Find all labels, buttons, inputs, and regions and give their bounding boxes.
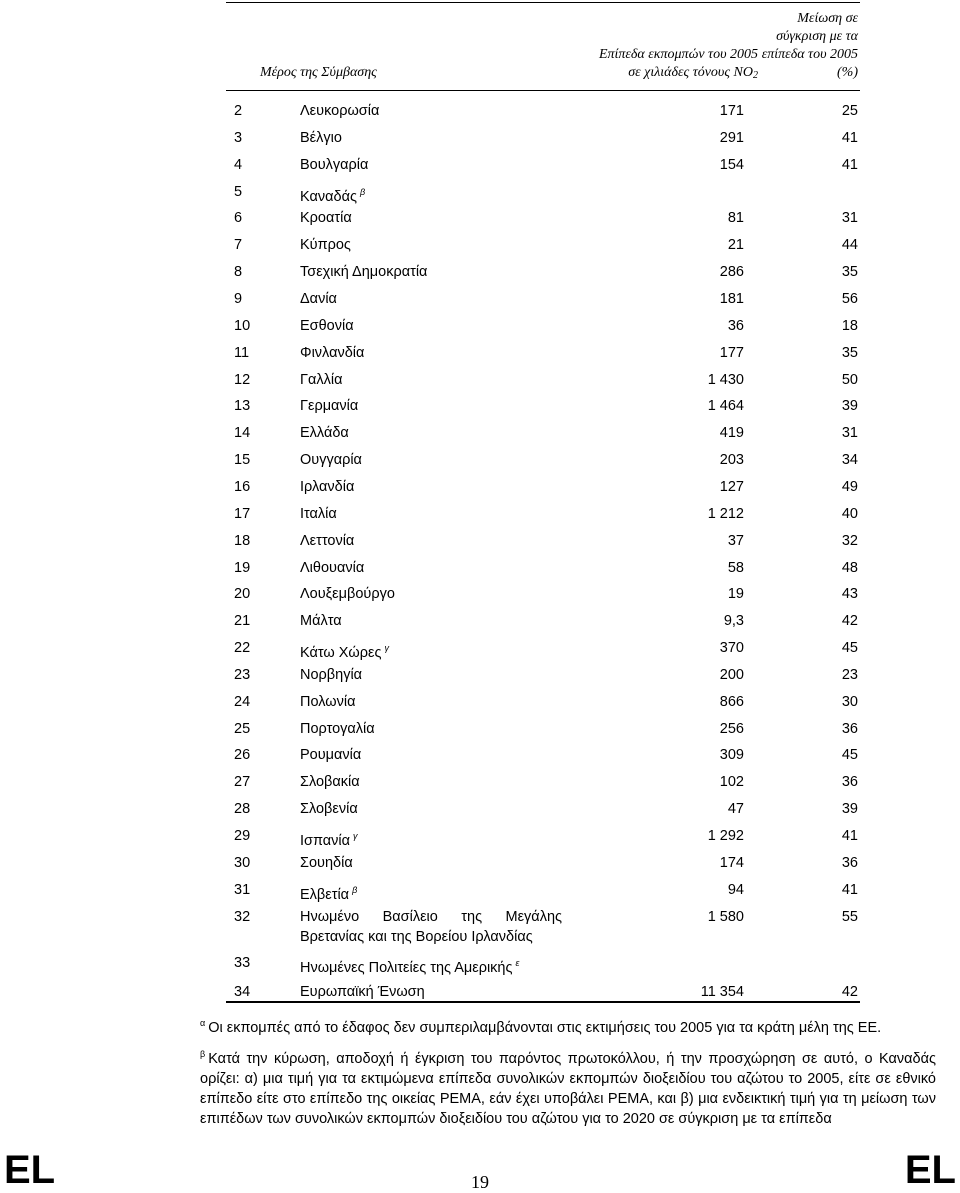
row-party-name <box>300 262 562 282</box>
row-party-name <box>300 182 562 207</box>
row-number: 24 <box>234 693 251 710</box>
row-emission-level: 866 <box>719 693 744 710</box>
row-party-name <box>300 907 562 947</box>
footnote-marker: β <box>352 884 358 895</box>
row-emission-level: 9,3 <box>723 613 744 630</box>
row-party-name <box>300 853 562 873</box>
party-name-text: Γερμανία <box>300 398 359 415</box>
row-reduction: 32 <box>841 532 858 549</box>
row-number: 10 <box>234 317 251 334</box>
party-name-text: Ελβετία <box>300 886 350 903</box>
row-party-name <box>300 450 562 470</box>
subscript-two: 2 <box>753 70 758 81</box>
row-party-name <box>300 289 562 309</box>
row-emission-level: 1 292 <box>707 828 744 844</box>
row-emission-level: 58 <box>727 559 744 576</box>
party-name-text: Πολωνία <box>300 693 356 710</box>
row-emission-level: 1 430 <box>707 371 744 388</box>
party-name-text: Λουξεμβούργο <box>300 586 395 603</box>
row-emission-level: 286 <box>719 264 744 281</box>
row-party-name <box>300 799 562 819</box>
row-reduction: 41 <box>841 881 858 898</box>
row-party-name <box>300 692 562 712</box>
row-party-name <box>300 719 562 739</box>
row-reduction: 45 <box>841 747 858 764</box>
row-number: 4 <box>234 156 243 173</box>
row-number: 29 <box>234 828 251 844</box>
row-emission-level: 203 <box>719 452 744 469</box>
column-header-emission-level-line1: Επίπεδα εκπομπών του 2005 <box>598 47 758 62</box>
party-name-text: Βέλγιο <box>300 129 342 146</box>
row-emission-level: 37 <box>727 532 744 549</box>
row-number: 16 <box>234 478 251 495</box>
row-reduction: 31 <box>841 210 858 227</box>
row-party-name <box>300 343 562 363</box>
row-number: 33 <box>234 955 251 972</box>
row-party-name <box>300 665 562 685</box>
row-emission-level: 47 <box>727 801 744 818</box>
row-emission-level: 1 212 <box>707 505 744 522</box>
party-name-text: Ηνωμένες Πολιτείες της Αμερικής <box>300 960 513 977</box>
row-reduction: 41 <box>841 156 858 173</box>
row-reduction: 41 <box>841 129 858 146</box>
column-header-emission-level-line2: σε χιλιάδες τόνους $NO_2$ <box>628 65 758 81</box>
row-party-name <box>300 370 562 390</box>
column-header-reduction <box>760 10 858 82</box>
language-code-left: EL <box>4 1148 56 1192</box>
row-number: 14 <box>234 425 251 442</box>
page-number: 19 <box>471 1172 489 1192</box>
column-header-reduction-line1: Μείωση σε <box>797 11 858 26</box>
row-number: 19 <box>234 559 251 576</box>
row-reduction: 48 <box>841 559 858 576</box>
row-party-name <box>300 155 562 175</box>
row-number: 5 <box>234 183 243 200</box>
row-emission-level: 36 <box>727 317 744 334</box>
party-name-text: Ελλάδα <box>300 425 349 442</box>
row-number: 12 <box>234 371 251 388</box>
footnote-beta-text: Κατά την κύρωση, αποδοχή ή έγκριση του παρόντος πρωτοκόλλου, ή την προσχώρηση σε αυτό, ο Καναδάς ορίζει: α) μια τιμή για τα εκτιμώμενα επίπεδα συνολικών εκπομπών διοξειδίου του αζώτου το 2005, είτε σε εθνικό επίπεδο είτε στο επίπεδο της οικείας PEMA, εάν έχει υποβάλει PEMA, και β) μια ενδεικτική τιμή για τη μείωση των επιπέδων των συνολικών εκπομπών διοξειδίου του αζώτου για το 2020 σε σύγκριση με τα επίπεδα <box>200 1051 936 1127</box>
row-emission-level: 81 <box>727 210 744 227</box>
party-name-text: Λεττονία <box>300 532 355 549</box>
row-reduction: 42 <box>841 984 858 1001</box>
row-party-name <box>300 101 562 121</box>
party-name-text: Ευρωπαϊκή Ένωση <box>300 984 425 1001</box>
footnote-marker: β <box>359 186 366 197</box>
header-rule <box>226 90 860 91</box>
row-reduction: 42 <box>841 613 858 630</box>
row-party-name <box>300 504 562 524</box>
row-number: 9 <box>234 290 243 307</box>
party-name-text: Κάτω Χώρες <box>300 645 382 661</box>
row-reduction: 50 <box>841 371 858 388</box>
row-party-name <box>300 982 562 1002</box>
party-name-text: Σλοβενία <box>300 801 358 818</box>
row-reduction: 25 <box>841 103 858 119</box>
row-number: 15 <box>234 452 251 469</box>
row-reduction: 31 <box>841 425 858 442</box>
party-name-text: Κύπρος <box>300 237 351 254</box>
row-emission-level: 11 354 <box>700 984 744 1001</box>
party-name-text: Λιθουανία <box>300 559 365 576</box>
row-number: 31 <box>234 881 251 898</box>
party-name-text: Σουηδία <box>300 854 353 871</box>
row-reduction: 45 <box>841 640 858 656</box>
row-emission-level: 154 <box>719 156 744 173</box>
row-reduction: 36 <box>841 854 858 871</box>
row-number: 26 <box>234 747 251 764</box>
row-reduction: 23 <box>841 666 858 683</box>
column-header-reduction-line2: σύγκριση με τα <box>776 29 858 44</box>
row-reduction: 41 <box>841 828 858 844</box>
footnote-beta-mark: β <box>200 1049 206 1059</box>
row-emission-level: 1 464 <box>707 398 744 415</box>
row-emission-level: 102 <box>719 774 744 791</box>
row-reduction: 56 <box>841 290 858 307</box>
footnote-alpha-text: Οι εκπομπές από το έδαφος δεν συμπεριλαμβάνονται στις εκτιμήσεις του 2005 για τα κράτη μέλη της ΕΕ. <box>208 1020 882 1036</box>
row-emission-level: 21 <box>727 237 744 254</box>
party-name-text: Ισπανία <box>300 833 351 849</box>
party-name-text: Πορτογαλία <box>300 720 375 737</box>
row-emission-level: 370 <box>719 640 744 656</box>
row-number: 28 <box>234 801 251 818</box>
row-party-name <box>300 953 562 978</box>
row-reduction: 40 <box>841 505 858 522</box>
row-number: 23 <box>234 666 251 683</box>
row-number: 6 <box>234 210 243 227</box>
party-name-text: Λευκορωσία <box>300 103 380 119</box>
column-header-reduction-line4: (%) <box>837 65 858 80</box>
party-name-text: Ηνωμένο Βασίλειο της Μεγάλης <box>300 908 562 925</box>
row-emission-level: 291 <box>719 129 744 146</box>
party-name-text: Καναδάς <box>300 188 357 205</box>
party-name-text: Ιρλανδία <box>300 478 355 495</box>
row-emission-level: 171 <box>719 103 744 119</box>
row-emission-level: 200 <box>719 666 744 683</box>
row-emission-level: 174 <box>719 854 744 871</box>
row-reduction: 36 <box>841 720 858 737</box>
row-number: 2 <box>234 103 243 119</box>
row-reduction: 39 <box>841 801 858 818</box>
party-name-text: Γαλλία <box>300 371 343 388</box>
row-reduction: 49 <box>841 478 858 495</box>
row-party-name <box>300 611 562 631</box>
row-party-name <box>300 477 562 497</box>
row-number: 20 <box>234 586 251 603</box>
party-name-text-line2: Βρετανίας και της Βορείου Ιρλανδίας <box>300 928 533 945</box>
row-number: 11 <box>234 344 250 361</box>
row-reduction: 18 <box>841 317 858 334</box>
party-name-text: Φινλανδία <box>300 344 365 361</box>
row-emission-level: 181 <box>719 290 744 307</box>
party-name-text: Κροατία <box>300 210 352 227</box>
row-reduction: 43 <box>841 586 858 603</box>
row-emission-level: 309 <box>719 747 744 764</box>
row-party-name <box>300 128 562 148</box>
party-name-text: Σλοβακία <box>300 774 360 791</box>
row-party-name <box>300 745 562 765</box>
row-party-name <box>300 826 562 851</box>
party-name-text: Βουλγαρία <box>300 156 369 173</box>
row-number: 30 <box>234 854 251 871</box>
row-number: 34 <box>234 984 251 1001</box>
party-name-text: Νορβηγία <box>300 666 363 683</box>
row-number: 17 <box>234 505 251 522</box>
row-number: 7 <box>234 237 243 254</box>
row-number: 21 <box>234 613 251 630</box>
row-number: 32 <box>234 908 251 925</box>
row-emission-level: 419 <box>719 425 744 442</box>
row-party-name <box>300 584 562 604</box>
party-name-text: Δανία <box>300 290 337 307</box>
row-party-name <box>300 772 562 792</box>
row-emission-level: 127 <box>719 478 744 495</box>
column-header-party: Μέρος της Σύμβασης <box>260 65 377 80</box>
row-number: 3 <box>234 129 243 146</box>
row-party-name <box>300 531 562 551</box>
row-party-name <box>300 880 562 905</box>
row-reduction: 35 <box>841 344 858 361</box>
row-reduction: 36 <box>841 774 858 791</box>
row-number: 25 <box>234 720 251 737</box>
row-reduction: 55 <box>841 908 858 925</box>
row-reduction: 44 <box>841 237 858 254</box>
row-number: 18 <box>234 532 251 549</box>
row-party-name <box>300 423 562 443</box>
row-emission-level: 256 <box>719 720 744 737</box>
row-reduction: 34 <box>841 452 858 469</box>
row-emission-level: 177 <box>719 344 744 361</box>
row-party-name <box>300 235 562 255</box>
party-name-text: Ιταλία <box>300 505 337 522</box>
row-emission-level: 94 <box>727 881 744 898</box>
row-party-name <box>300 208 562 228</box>
party-name-text: Ρουμανία <box>300 747 362 764</box>
row-party-name <box>300 316 562 336</box>
row-party-name <box>300 558 562 578</box>
footnote-alpha-mark: α <box>200 1018 206 1028</box>
row-party-name <box>300 638 562 663</box>
footnote-marker: ε <box>515 958 520 969</box>
row-reduction: 30 <box>841 693 858 710</box>
language-code-right: EL <box>904 1148 956 1192</box>
row-reduction: 39 <box>841 398 858 415</box>
footnote-marker: γ <box>353 831 358 841</box>
row-number: 22 <box>234 640 251 656</box>
footnote-marker: γ <box>384 643 389 653</box>
footnote-alpha <box>200 1013 936 1038</box>
row-emission-level: 19 <box>727 586 744 603</box>
party-name-text: Εσθονία <box>300 317 354 334</box>
party-name-text: Τσεχική Δημοκρατία <box>300 264 428 281</box>
row-number: 8 <box>234 264 243 281</box>
row-reduction: 35 <box>841 264 858 281</box>
footnote-beta <box>200 1044 936 1129</box>
row-number: 13 <box>234 398 251 415</box>
table-top-rule <box>226 2 860 3</box>
column-header-reduction-line3: επίπεδα του 2005 <box>761 47 858 62</box>
row-number: 27 <box>234 774 251 791</box>
row-party-name <box>300 396 562 416</box>
party-name-text: Ουγγαρία <box>300 452 362 469</box>
column-header-emission-level <box>560 46 758 85</box>
party-name-text: Μάλτα <box>300 613 342 630</box>
table-bottom-rule <box>226 1001 860 1003</box>
row-emission-level: 1 580 <box>707 908 744 925</box>
